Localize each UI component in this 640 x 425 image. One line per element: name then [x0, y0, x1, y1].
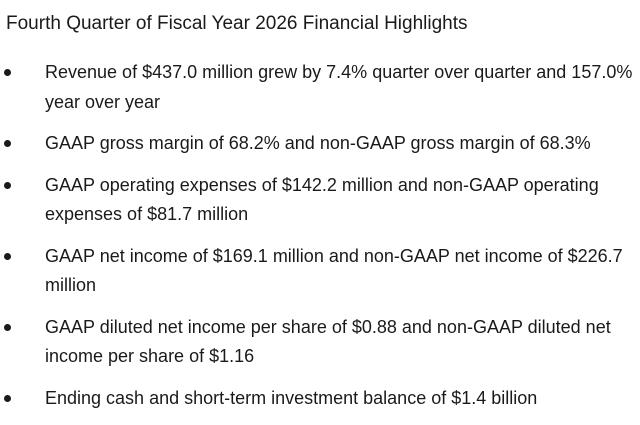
list-item: [0, 58, 640, 117]
list-item: [0, 242, 640, 301]
list-item-text: GAAP gross margin of 68.2% and non-GAAP gross margin of 68.3%: [45, 133, 591, 153]
list-item-text: GAAP diluted net income per share of $0.88 and non-GAAP diluted net income per share of $1.16: [45, 316, 611, 366]
list-item: [0, 171, 640, 230]
list-item: [0, 129, 640, 159]
bullet-icon: [4, 395, 11, 402]
highlights-list: [0, 58, 640, 425]
bullet-icon: [4, 140, 11, 147]
list-item-text: GAAP net income of $169.1 million and non-GAAP net income of $226.7 million: [45, 245, 623, 295]
bullet-icon: [4, 253, 11, 260]
list-item-text: GAAP operating expenses of $142.2 million and non-GAAP operating expenses of $81.7 million: [45, 174, 599, 224]
section-heading: Fourth Quarter of Fiscal Year 2026 Financial Highlights: [6, 13, 468, 34]
bullet-icon: [4, 324, 11, 331]
bullet-icon: [4, 182, 11, 189]
list-item: [0, 313, 640, 372]
list-item-text: Ending cash and short-term investment balance of $1.4 billion: [45, 387, 538, 408]
bullet-icon: [4, 69, 11, 76]
list-item-text: Revenue of $437.0 million grew by 7.4% quarter over quarter and 157.0% year over year: [45, 62, 633, 112]
